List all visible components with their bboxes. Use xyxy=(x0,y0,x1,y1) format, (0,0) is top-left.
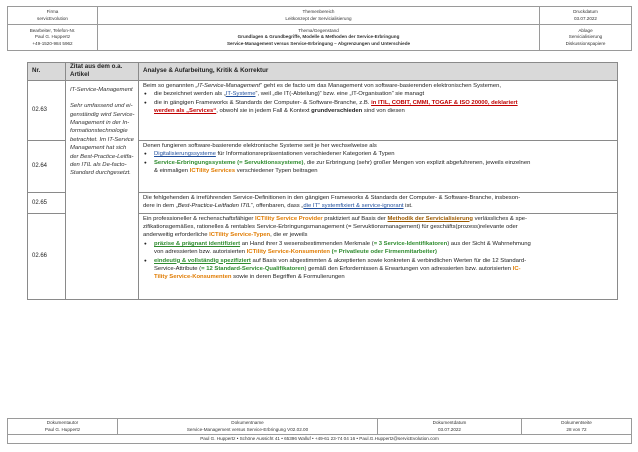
thema-line1: Grundlagen & Grundbegriffe, Modelle & Methoden der Service-Erbringung xyxy=(237,34,400,40)
ablage-line2: Diskussionspapiere xyxy=(565,40,606,46)
analysis-line: Die fehlgehenden & irreführenden Service-Definitionen in den gängigen Frameworks & Standards der Computer- & Software-Branche, insbeson- xyxy=(143,194,521,201)
text-run: , die er jeweils xyxy=(270,232,308,239)
quote-line: genständig wird Service- xyxy=(70,111,135,118)
highlight-spezifiziert: eindeutig & vollständig spezifiziert xyxy=(154,257,251,264)
druckdatum-value: 03.07.2022 xyxy=(574,15,597,21)
link-die-it[interactable]: die IT“ systemfixiert & service-ignorant xyxy=(303,203,404,210)
analysis-line xyxy=(143,202,613,210)
address-line: Paul G. Huppertz • Schöne Aussicht 41 • 65396 Walluf • +49-61 23-74 04 16 • Paul.G.Huppertz@servicEvolution.com xyxy=(8,435,632,444)
highlight-konsumenten-2: Tility Service-Konsumenten xyxy=(154,274,232,281)
analysis-cell xyxy=(139,80,618,140)
highlight-service-typen: ICTility Service-Typen xyxy=(209,232,271,239)
text-run: , obwohl sie in jedem Fall & Kontext xyxy=(216,108,312,115)
text-run: an Hand ihrer 3 wesensbestimmenden Merkmale ( xyxy=(240,240,374,247)
quote-line: Standard durchgesetzt. xyxy=(70,170,131,177)
druckdatum-label: Druckdatum xyxy=(573,9,598,15)
analysis-table xyxy=(27,62,618,300)
highlight-frameworks: in ITIL, COBIT, CMMI, TOGAF & ISO 20000, deklariert xyxy=(371,99,518,106)
text-run: “, weil „die IT(-Abteilung)“ bzw. eine „IT-Organisation“ sie managt xyxy=(255,91,425,98)
text-run: sowie in deren Begriffen & Formulierungen xyxy=(231,274,345,281)
dokumentname-cell xyxy=(118,419,378,435)
link-digitalisierungssysteme[interactable]: Digitalisierungssysteme xyxy=(154,151,216,158)
analysis-line xyxy=(143,215,613,223)
analysis-intro xyxy=(143,82,613,90)
quote-line: Management in der In- xyxy=(70,120,130,127)
link-it-systeme[interactable]: IT-Systeme xyxy=(225,91,256,98)
dokumentname-label: Dokumentname xyxy=(231,420,264,426)
highlight-servuktionssysteme: Service-Erbringungssysteme (= Servuktionssysteme) xyxy=(154,159,304,166)
emphasis-grundverschieden: grundverschieden xyxy=(311,108,363,115)
col-header-nr: Nr. xyxy=(28,63,66,81)
ablage-label: Ablage xyxy=(578,28,593,34)
list-item xyxy=(143,99,613,116)
list-item xyxy=(143,90,613,98)
text-run: praktiziert auf Basis der xyxy=(322,215,388,222)
list-item xyxy=(143,240,613,257)
document-header xyxy=(7,6,632,51)
highlight-qualifikatoren: = 12 Standard-Service-Qualifikatoren xyxy=(201,266,305,273)
bearbeiter-name: Paul G. Huppertz xyxy=(34,34,71,40)
table-header-row xyxy=(28,63,618,81)
quote-line: betrachtet. Im IT-Service xyxy=(70,136,134,143)
text-run: für Informationsrepräsentationen verschiedener Kategorien & Typen xyxy=(215,151,395,158)
quote-line: IT-Service-Management xyxy=(70,86,133,93)
autor-cell xyxy=(8,419,118,435)
thema-line2: Service-Management versus Service-Erbringung – Abgrenzungen und Unterschiede xyxy=(226,40,411,46)
row-number: 02.63 xyxy=(28,80,66,140)
analysis-cell xyxy=(139,213,618,299)
dokumentseite-cell xyxy=(522,419,632,435)
highlight-ictility: IC- xyxy=(512,266,521,273)
autor-value: Paul G. Huppertz xyxy=(44,426,81,432)
row-number: 02.66 xyxy=(28,213,66,299)
analysis-line xyxy=(143,231,613,239)
quote-line: Sehr umfassend und ei- xyxy=(70,103,133,110)
text-run: ist. xyxy=(403,203,413,210)
highlight-konsumenten: ICTility Service-Konsumenten xyxy=(246,249,331,256)
list-item xyxy=(143,257,613,282)
text-run: auf Basis von abgestimmten & akzeptierten sowie konkreten & verbindlichen Werten für die 12 Standard- xyxy=(250,257,527,264)
analysis-intro: Denen fungieren software-basierende elektronische Systeme seit je her wechselweise als xyxy=(143,142,377,149)
highlight-service-provider: ICTility Service Provider xyxy=(254,215,323,222)
text-run: “, offenbaren, dass „ xyxy=(250,203,304,210)
term-best-practice: Best-Practice-Leitfaden ITIL xyxy=(177,203,251,210)
text-run: die in gängigen Frameworks & Standards der Computer- & Software-Branche, z.B. xyxy=(154,99,372,106)
firma-label: Firma xyxy=(46,9,59,15)
text-run: , die zur Erbringung (sehr) großer Mengen von explizit abgefuhrenen, jeweils einzelnen xyxy=(303,159,531,166)
text-run: Service-Attribute ( xyxy=(154,266,202,273)
ablage-line1: Servicialisierung xyxy=(568,34,603,40)
bearbeiter-label: Bearbeiter, Telefon-Nr. xyxy=(29,28,76,34)
row-number: 02.65 xyxy=(28,192,66,213)
quote-cell xyxy=(66,80,139,299)
quote-line: formationstechnologie xyxy=(70,128,128,135)
table-row xyxy=(28,80,618,140)
text-run: & einmaligen xyxy=(154,168,190,175)
document-footer xyxy=(7,418,632,444)
highlight-ictility-services: ICTility Services xyxy=(189,168,236,175)
dokumentseite-label: Dokumentseite xyxy=(561,420,592,426)
term-it-service-management: IT-Service-Management xyxy=(197,82,261,89)
autor-label: Dokumentautor xyxy=(46,420,79,426)
text-run: dere in dem „ xyxy=(143,203,178,210)
text-run: anderweitig erforderliche xyxy=(143,232,210,239)
dokumentdatum-value: 03.07.2022 xyxy=(438,426,461,432)
text-run: verlässliches & spe- xyxy=(472,215,527,222)
firma-value: servicEvolution xyxy=(37,15,68,21)
thema-label: Thema/Gegenstand xyxy=(298,28,339,34)
bearbeiter-phone: +49-1520-984 5962 xyxy=(32,40,73,46)
col-header-zitat: Zitat aus dem o.a. Artikel xyxy=(66,63,139,81)
highlight-services: werden als „Services“ xyxy=(154,108,217,115)
themenbereich-value: Leitkonzept der Servicialisierung xyxy=(285,15,352,21)
list-item xyxy=(143,159,613,176)
quote-line: der Best-Practice-Leitfa- xyxy=(70,153,134,160)
text-run: verschiedener Typen beitragen xyxy=(235,168,318,175)
analysis-cell xyxy=(139,192,618,213)
druckdatum-cell xyxy=(540,7,632,25)
text-run: ) gemäß den Erfordernissen & Erwartungen von adressierten bzw. autorisierten xyxy=(304,266,513,273)
text-run: die bezeichnet werden als „ xyxy=(154,91,226,98)
themenbereich-cell xyxy=(98,7,540,25)
row-number: 02.64 xyxy=(28,140,66,192)
dokumentdatum-label: Dokumentdatum xyxy=(432,420,467,426)
bullet-list xyxy=(143,240,613,282)
quote-line xyxy=(70,94,135,102)
bearbeiter-cell xyxy=(8,25,98,51)
quote-line: Management hat sich xyxy=(70,145,127,152)
highlight-privatleute: (= Privatleute oder Firmenmitarbeiter) xyxy=(330,249,437,256)
text-run: sind von diesen xyxy=(362,108,405,115)
dokumentname-value: Service-Management versus Service-Erbringung V02.02.00 xyxy=(186,426,309,432)
highlight-identifikatoren: = 3 Service-Identifikatoren xyxy=(373,240,448,247)
col-header-analyse: Analyse & Aufarbeitung, Kritik & Korrektur xyxy=(139,63,618,81)
thema-cell xyxy=(98,25,540,51)
text-run: Beim so genannten „ xyxy=(143,82,198,89)
analysis-line: zifikationsgemäßes, rationelles & rentables Service-Erbringungsmanagement (= Servuktionsmanagement) für geschäfts(prozess)relevante oder xyxy=(143,224,518,231)
highlight-identifiziert: präzise & prägnant identifiziert xyxy=(154,240,241,247)
firma-cell xyxy=(8,7,98,25)
bullet-list xyxy=(143,150,613,175)
ablage-cell xyxy=(540,25,632,51)
quote-line: den ITIL als De-facto- xyxy=(70,162,127,169)
list-item xyxy=(143,150,613,158)
dokumentseite-value: 28 von 72 xyxy=(566,426,587,432)
analysis-cell xyxy=(139,140,618,192)
text-run: Ein professioneller & rechenschaftsfähiger xyxy=(143,215,255,222)
themenbereich-label: Themenbereich xyxy=(302,9,335,15)
bullet-list xyxy=(143,90,613,115)
link-methodik[interactable]: Methodik der Servicialisierung xyxy=(387,215,473,222)
text-run: ) aus der Sicht & Wahrnehmung xyxy=(447,240,531,247)
text-run: von adressierten bzw. autorisierten xyxy=(154,249,247,256)
dokumentdatum-cell xyxy=(378,419,522,435)
text-run: “ geht es de facto um das Management von software-basierenden elektronischen Systemen, xyxy=(260,82,502,89)
